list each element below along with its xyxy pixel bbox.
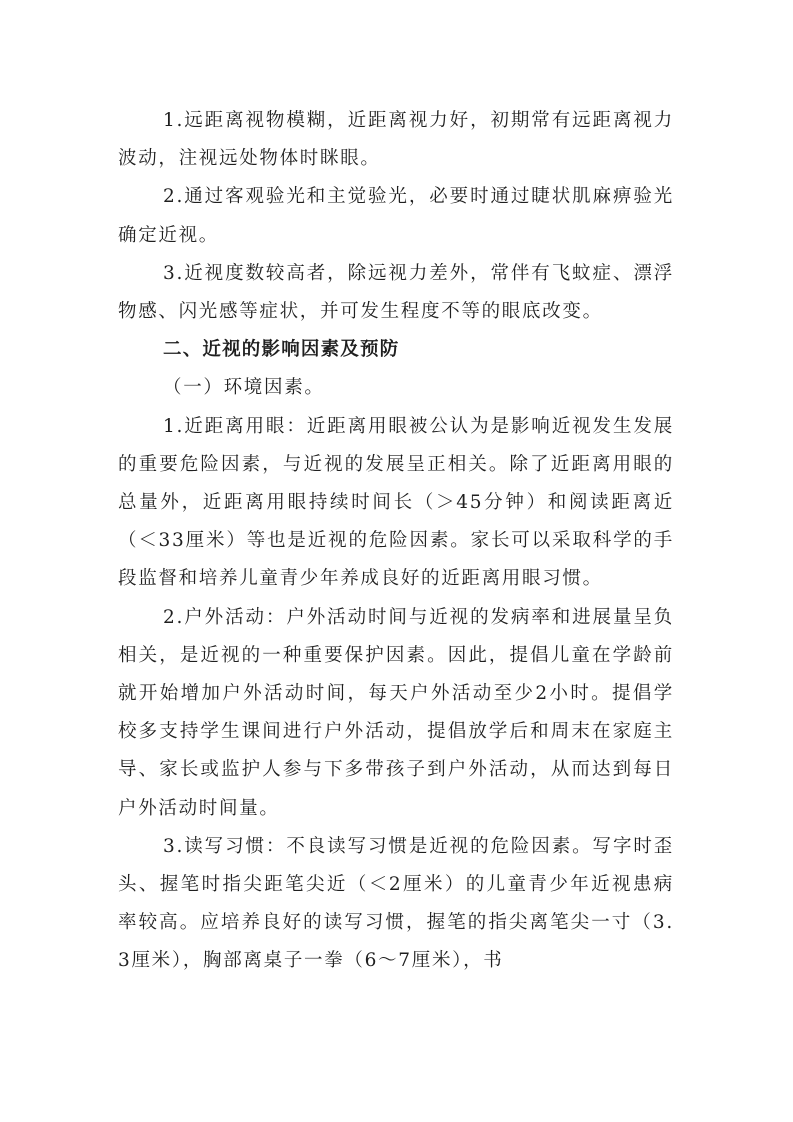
paragraph-near-work: 1.近距离用眼：近距离用眼被公认为是影响近视发生发展的重要危险因素，与近视的发展呈正相关。除了近距离用眼的总量外，近距离用眼持续时间长（＞45分钟）和阅读距离近（＜33厘米）等也是近视的危险因素。家长可以采取科学的手段监督和培养儿童青少年养成良好的近距离用眼习惯。	[118, 415, 674, 590]
document-body	[118, 102, 674, 981]
section-heading: 二、近视的影响因素及预防	[163, 339, 400, 361]
paragraph-outdoor-activity: 2.户外活动：户外活动时间与近视的发病率和进展量呈负相关，是近视的一种重要保护因素。因此，提倡儿童在学龄前就开始增加户外活动时间，每天户外活动至少2小时。提倡学校多支持学生课间进行户外活动，提倡放学后和周末在家庭主导、家长或监护人参与下多带孩子到户外活动，从而达到每日户外活动时间量。	[118, 606, 674, 819]
paragraph-symptom-2: 2.通过客观验光和主觉验光，必要时通过睫状肌麻痹验光确定近视。	[118, 186, 674, 246]
paragraph-reading-writing: 3.读写习惯：不良读写习惯是近视的危险因素。写字时歪头、握笔时指尖距笔尖近（＜2厘米）的儿童青少年近视患病率较高。应培养良好的读写习惯，握笔的指尖离笔尖一寸（3.3厘米），胸部离桌子一拳（6～7厘米），书	[118, 835, 674, 972]
subsection-heading: （一）环境因素。	[163, 377, 325, 399]
paragraph-symptom-1: 1.远距离视物模糊，近距离视力好，初期常有远距离视力波动，注视远处物体时眯眼。	[118, 110, 674, 170]
paragraph-symptom-3: 3.近视度数较高者，除远视力差外，常伴有飞蚊症、漂浮物感、闪光感等症状，并可发生程度不等的眼底改变。	[118, 262, 674, 323]
